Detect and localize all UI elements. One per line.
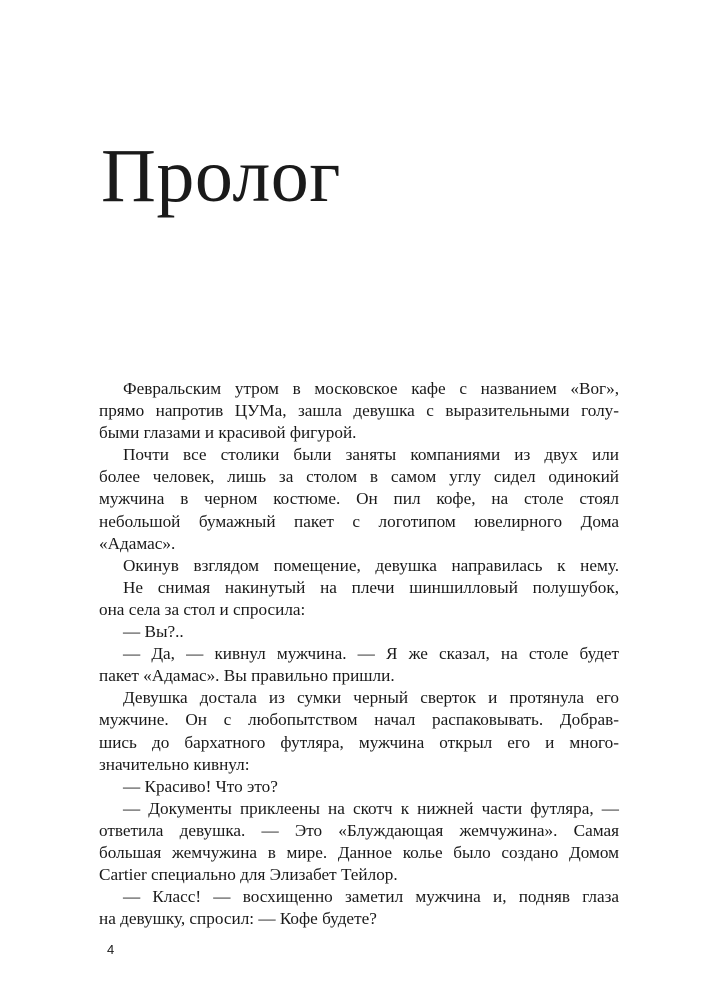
text-line: мужчина в черном костюме. Он пил кофе, на столе стоял <box>99 489 619 509</box>
text-line: мужчине. Он с любопытством начал распаковывать. Добрав- <box>99 710 619 730</box>
text-line: Окинув взглядом помещение, девушка направилась к нему. <box>123 555 619 575</box>
text-line: — Вы?.. <box>123 622 184 642</box>
text-line: быми глазами и красивой фигурой. <box>99 423 357 443</box>
text-line: значительно кивнул: <box>99 754 250 774</box>
chapter-title: Пролог <box>101 134 341 218</box>
text-line: — Красиво! Что это? <box>123 776 278 796</box>
chapter-body <box>99 378 619 930</box>
text-line: шись до бархатного футляра, мужчина открыл его и много- <box>99 732 619 752</box>
text-line: она села за стол и спросила: <box>99 599 306 619</box>
text-line: более человек, лишь за столом в самом углу сидел одинокий <box>99 467 619 487</box>
text-line: «Адамас». <box>99 533 176 553</box>
text-line: Cartier специально для Элизабет Тейлор. <box>99 865 398 885</box>
text-line: на девушку, спросил: — Кофе будете? <box>99 909 377 929</box>
text-line: большая жемчужина в мире. Данное колье было создано Домом <box>99 842 619 862</box>
text-line: Девушка достала из сумки черный сверток и протянула его <box>123 688 619 708</box>
page-number: 4 <box>107 942 115 957</box>
text-line: Февральским утром в московское кафе с названием «Вог», <box>123 379 619 398</box>
text-line: — Да, — кивнул мужчина. — Я же сказал, на столе будет <box>123 644 619 664</box>
text-line: — Документы приклеены на скотч к нижней части футляра, — <box>123 798 619 818</box>
text-line: — Класс! — восхищенно заметил мужчина и, подняв глаза <box>123 887 619 907</box>
text-line: Не снимая накинутый на плечи шиншилловый полушубок, <box>123 577 619 597</box>
text-line: ответила девушка. — Это «Блуждающая жемчужина». Самая <box>99 820 619 840</box>
text-line: Почти все столики были заняты компаниями из двух или <box>123 445 619 465</box>
text-line: прямо напротив ЦУМа, зашла девушка с выразительными голу- <box>99 401 619 421</box>
text-line: пакет «Адамас». Вы правильно пришли. <box>99 666 395 686</box>
text-line: небольшой бумажный пакет с логотипом ювелирного Дома <box>99 511 619 531</box>
